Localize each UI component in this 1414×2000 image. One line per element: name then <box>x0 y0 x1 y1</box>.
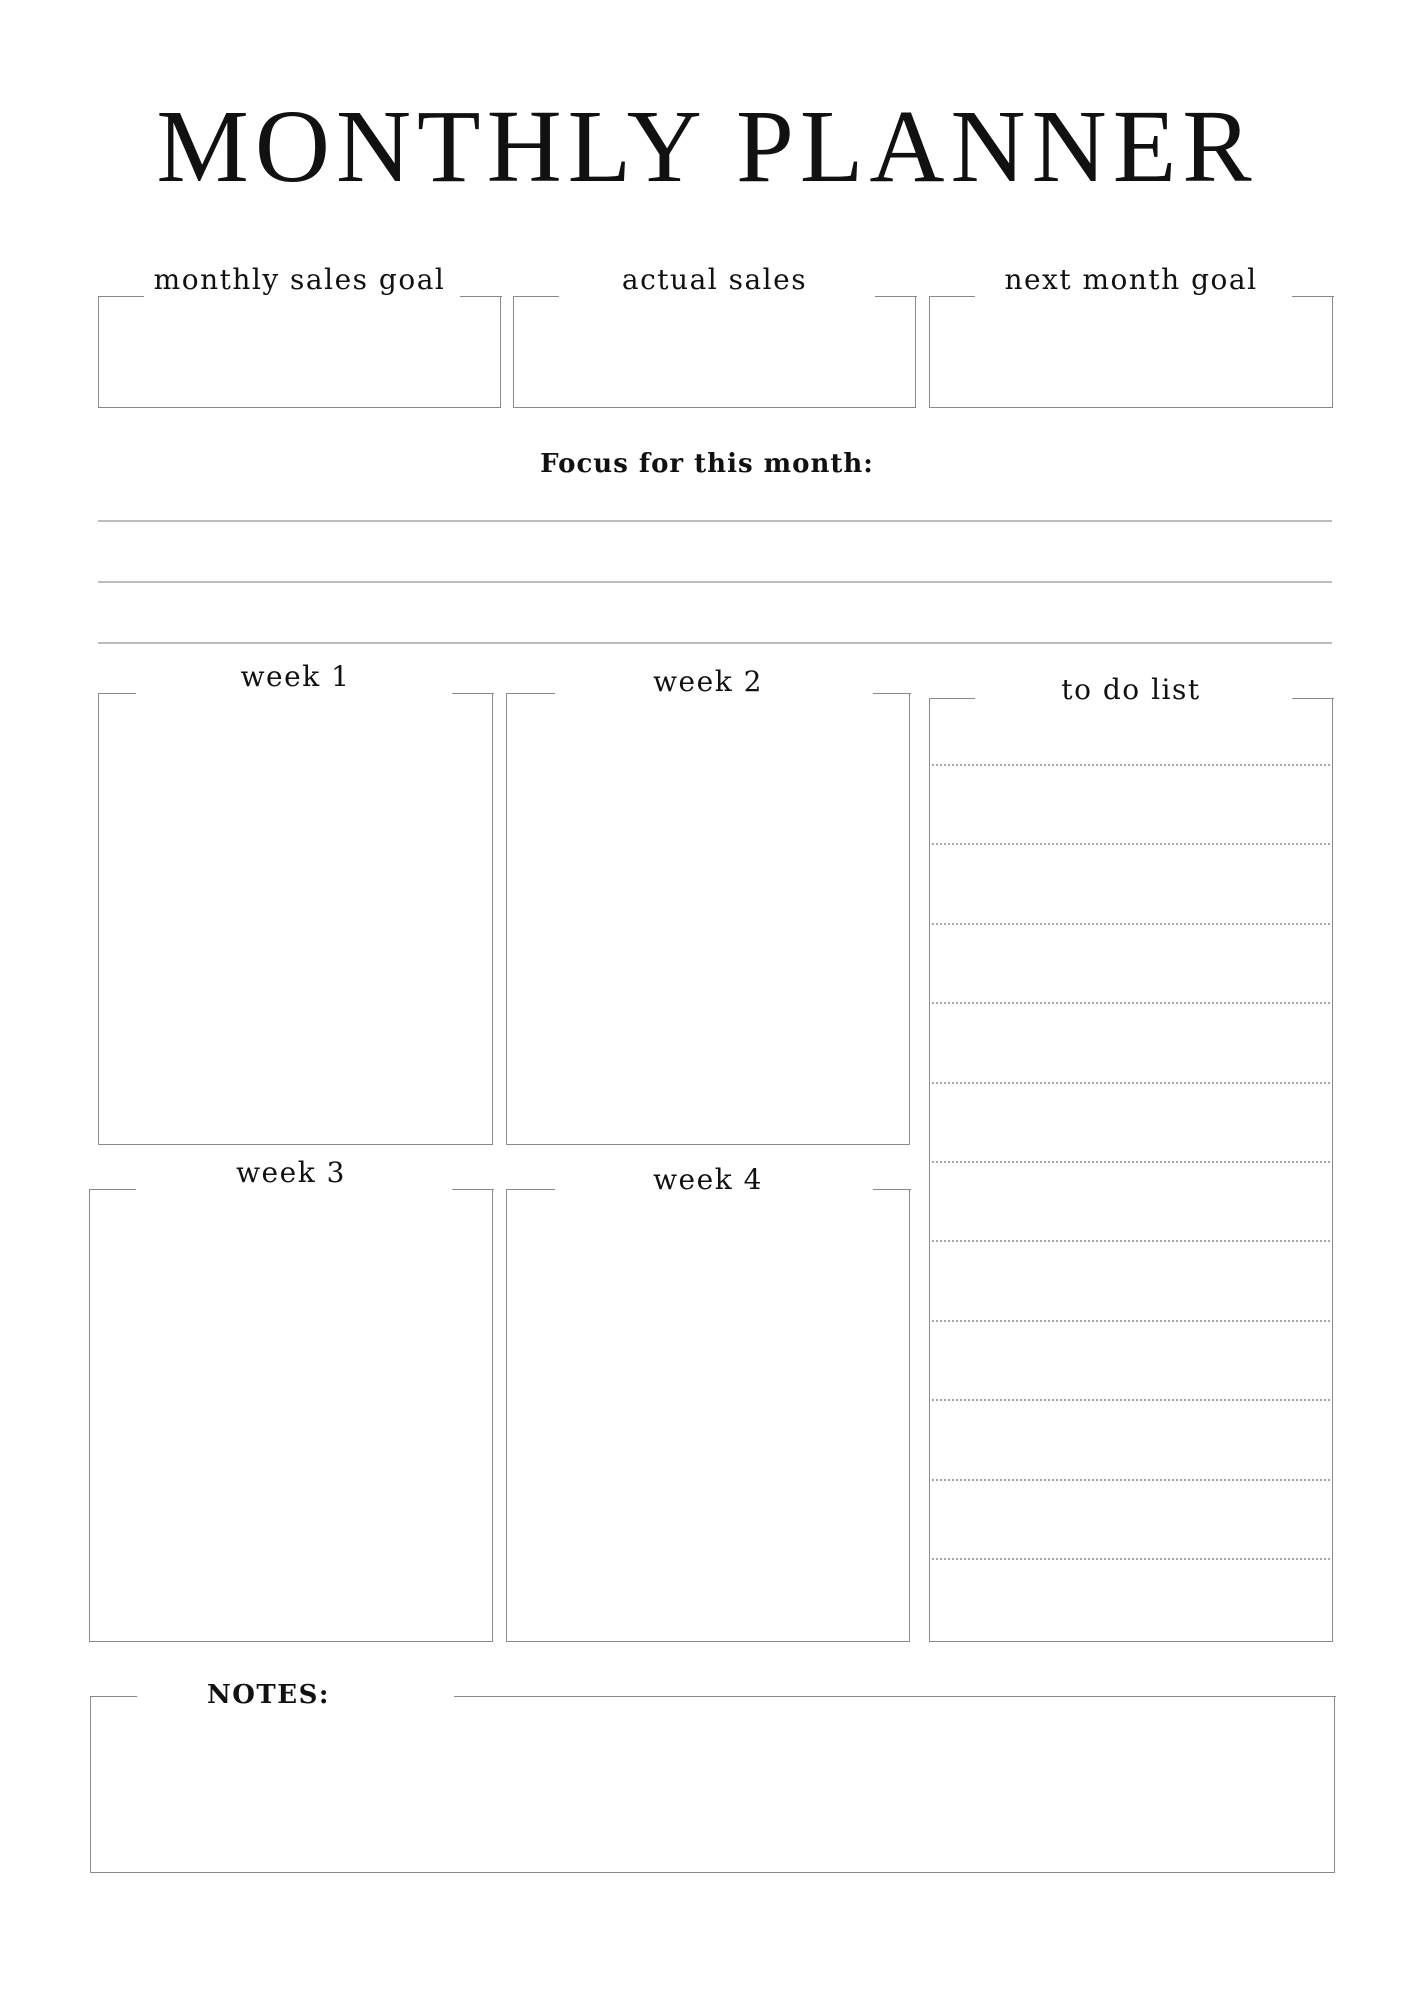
box-border <box>90 1696 137 1697</box>
todo-line[interactable] <box>932 1320 1330 1322</box>
monthly-sales-goal-box[interactable] <box>98 263 501 408</box>
todo-line[interactable] <box>932 1002 1330 1004</box>
actual-sales-box[interactable] <box>513 263 916 408</box>
week-1-box[interactable] <box>98 660 493 1145</box>
box-border <box>98 693 136 694</box>
box-border <box>452 693 494 694</box>
actual-sales-label: actual sales <box>621 263 808 296</box>
todo-line[interactable] <box>932 1479 1330 1481</box>
box-border <box>460 296 502 297</box>
week-3-box[interactable] <box>89 1156 493 1642</box>
page-title: MONTHLY PLANNER <box>156 89 1258 204</box>
box-border <box>875 296 917 297</box>
todo-line[interactable] <box>932 764 1330 766</box>
focus-line-3[interactable] <box>98 642 1332 644</box>
week-4-label: week 4 <box>653 1163 763 1196</box>
week-2-box[interactable] <box>506 665 910 1145</box>
week-2-label: week 2 <box>653 665 763 698</box>
box-border <box>929 296 975 297</box>
box-border <box>452 1189 494 1190</box>
todo-list-box[interactable] <box>929 673 1333 1642</box>
box-border <box>513 296 559 297</box>
todo-line[interactable] <box>932 1161 1330 1163</box>
todo-line[interactable] <box>932 923 1330 925</box>
box-border <box>98 296 144 297</box>
monthly-sales-goal-label: monthly sales goal <box>153 263 446 296</box>
focus-label: Focus for this month: <box>540 449 874 479</box>
focus-line-2[interactable] <box>98 581 1332 583</box>
week-4-box[interactable] <box>506 1163 910 1642</box>
box-border <box>89 1189 136 1190</box>
todo-line[interactable] <box>932 1399 1330 1401</box>
todo-line[interactable] <box>932 1240 1330 1242</box>
week-3-label: week 3 <box>236 1156 346 1189</box>
notes-label: NOTES: <box>207 1680 330 1710</box>
week-1-label: week 1 <box>240 660 351 693</box>
todo-line[interactable] <box>932 1558 1330 1560</box>
notes-box[interactable] <box>90 1696 1335 1873</box>
todo-line[interactable] <box>932 843 1330 845</box>
next-month-goal-box[interactable] <box>929 263 1333 408</box>
todo-line[interactable] <box>932 1082 1330 1084</box>
todo-list-label: to do list <box>1061 673 1201 706</box>
box-border <box>1292 296 1334 297</box>
focus-line-1[interactable] <box>98 520 1332 522</box>
box-border <box>454 1696 1336 1697</box>
next-month-goal-label: next month goal <box>1004 263 1258 296</box>
